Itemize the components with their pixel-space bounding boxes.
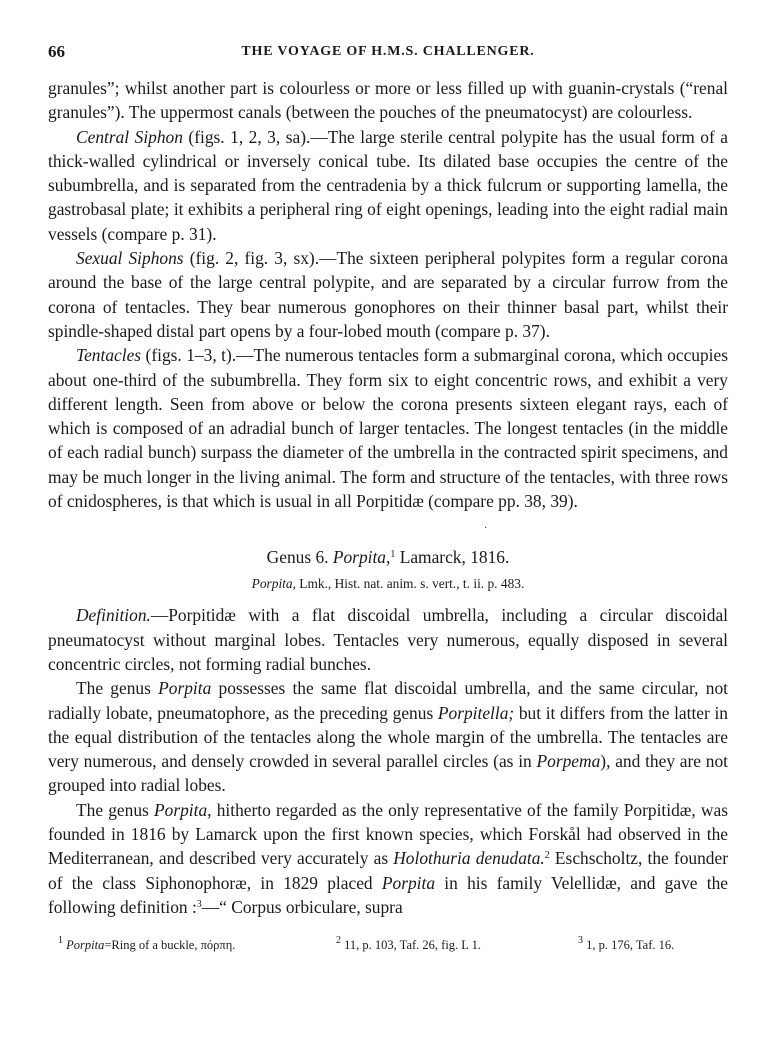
text-run: in his family Velellidæ, and gave the following definition :: [48, 872, 729, 917]
genus-footnote-mark: 1: [390, 549, 396, 561]
text-run: The genus: [76, 678, 159, 699]
footnote-mark: 2: [544, 850, 550, 862]
page-number: 66: [48, 42, 65, 61]
genus-ref-name: Porpita: [251, 576, 293, 592]
central-siphon-text: (figs. 1, 2, 3, sa).—The large sterile central polypite has the usual form of a thick-walled cylindrical or inversely conical tube. Its dilated base occupies the centre of the subumbrella, and is separated from the centradenia by a thick fulcrum or supporting lamella, the gastrobasal plate; it exhibits a peripheral ring of eight openings, leading into the eight radial main vessels (compare p. 31).: [48, 126, 728, 244]
text-run: hitherto regarded as the only representative of the family Porpitidæ, was founded in 1816 by Lamarck upon the first known species, which Forskål had observed in the Mediterranean, and described very accurately as: [48, 799, 728, 869]
footnote-2: [336, 935, 481, 953]
text-run: Eschscholtz, the founder of the class Siphonophoræ, in 1829 placed: [48, 848, 728, 893]
italic-run: Porpita,: [154, 799, 212, 820]
italic-run: Holothuria denudata.: [393, 848, 545, 869]
genus-name: Porpita,: [332, 547, 391, 568]
text-run: ), and they are not grouped into radial lobes.: [48, 751, 729, 796]
page-header: [48, 42, 728, 70]
genus-reference: [48, 575, 728, 593]
stray-mark: ·: [484, 523, 488, 535]
footnote-2-text: 11, p. 103, Taf. 26, fig. L 1.: [344, 938, 481, 952]
definition-term: Definition.: [76, 605, 151, 626]
footnote-3-text: 1, p. 176, Taf. 16.: [586, 938, 675, 952]
footnote-1-text: =Ring of a buckle, πόρπη.: [104, 938, 236, 952]
footnote-3-mark: 3: [578, 935, 583, 946]
tentacles-term: Tentacles: [76, 345, 142, 366]
footnote-1: [58, 935, 236, 953]
italic-run: Porpitella;: [437, 702, 515, 723]
paragraph-continued: granules”; whilst another part is colourless or more or less filled up with guanin-crystals (“renal granules”). The uppermost canals (between the pouches of the pneumatocyst) are colourless.: [48, 78, 728, 123]
paragraph-definition: [48, 603, 728, 676]
body-text: [48, 76, 728, 919]
paragraph-tentacles: [48, 343, 728, 513]
central-siphon-term: Central Siphon: [76, 126, 183, 147]
genus-prefix: Genus 6.: [266, 547, 333, 568]
tentacles-text: (figs. 1–3, t).—The numerous tentacles form a submarginal corona, which occupies about one-third of the subumbrella. They form six to eight concentric rows, and exhibit a very different length. Seen from above or below the corona presents sixteen elegant rays, each of which is composed of an adradial bunch of larger tentacles. The longest tentacles (in the middle of each radial bunch) surpass the diameter of the umbrella in the contracted spirit specimens, and may be much longer in the living animal. The form and structure of the tentacles, with three rows of cnidospheres, is that which is usual in all Porpitidæ (compare pp. 38, 39).: [48, 345, 728, 512]
footnote-mark: 3: [196, 898, 202, 910]
text-run: possesses the same flat discoidal umbrella, and the same circular, not radially lobate, pneumatophore, as the preceding genus: [48, 678, 728, 723]
genus-heading: [48, 545, 728, 569]
paragraph-genus-history: [48, 798, 728, 919]
italic-run: Porpema: [536, 751, 601, 772]
text-run: The genus: [76, 799, 155, 820]
genus-ref-text: , Lmk., Hist. nat. anim. s. vert., t. ii. p. 483.: [292, 576, 525, 592]
footnote-2-mark: 2: [336, 935, 341, 946]
paragraph-genus-comparison: [48, 676, 728, 797]
genus-suffix: Lamarck, 1816.: [395, 547, 510, 568]
italic-run: Porpita: [158, 678, 212, 699]
footnote-1-mark: 1: [58, 935, 63, 946]
sexual-siphons-text: (fig. 2, fig. 3, sx).—The sixteen peripheral polypites form a regular corona around the base of the large central polypite, and are separated by a circular furrow from the corona of tentacles. They bear numerous gonophores on their thinner basal part, whilst their spindle-shaped distal part opens by a four-lobed mouth (compare p. 37).: [48, 248, 728, 341]
paragraph-central-siphon: [48, 125, 728, 246]
footnotes: [58, 935, 728, 958]
italic-run: Porpita: [381, 872, 436, 893]
text-run: but it differs from the latter in the equal distribution of the tentacles along the whole margin of the umbrella. The tentacles are very numerous, and densely crowded in several parallel circles (as in: [48, 702, 728, 772]
sexual-siphons-term: Sexual Siphons: [76, 248, 184, 269]
footnote-3: [578, 935, 675, 953]
running-title: THE VOYAGE OF H.M.S. CHALLENGER.: [241, 44, 535, 59]
text-run: —“ Corpus orbiculare, supra: [201, 896, 403, 917]
paragraph-sexual-siphons: [48, 246, 728, 343]
footnote-1-term: Porpita: [66, 938, 105, 952]
definition-text: —Porpitidæ with a flat discoidal umbrella, including a circular discoidal pneumatocyst without marginal lobes. Tentacles very numerous, equally disposed in several concentric circles, not forming radial bunches.: [48, 605, 728, 674]
